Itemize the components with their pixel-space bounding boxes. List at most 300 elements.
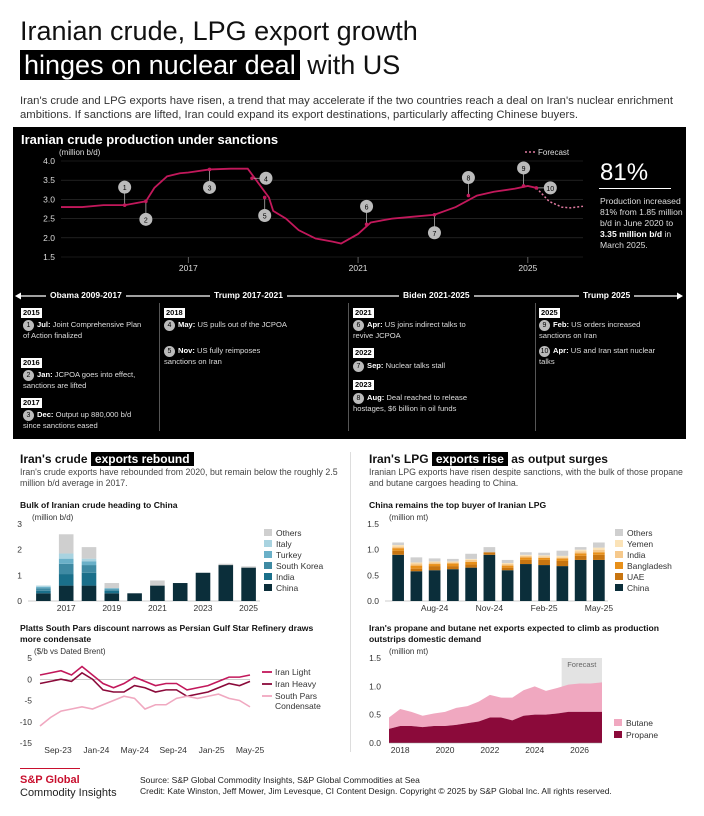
crude-xtick-2: 2021: [147, 603, 167, 613]
net-legend-swatch-propane: [614, 731, 622, 738]
net-legend-label-propane: Propane: [626, 730, 659, 740]
lpg-bar-uae-Mar-25: [557, 561, 569, 566]
stat-rule: [599, 188, 671, 189]
pars-legend-label-1: Iran Heavy: [275, 679, 317, 689]
net-legend-swatch-butane: [614, 719, 622, 726]
crude-bar-italy-2017: [59, 554, 74, 559]
net-ytick-0: 0.0: [369, 738, 381, 748]
lpg-bar-bangladesh-Jan-25: [520, 557, 532, 560]
event-text-5: US fully reimposes sanctions on Iran: [164, 346, 261, 366]
event-badge-7: 7: [353, 361, 364, 372]
stat-text-1: Production increased 81% from 1.85 million b/d in June 2020 to: [600, 196, 683, 228]
lpg-bar-bangladesh-Jul-24: [411, 566, 423, 569]
production-panel: [13, 127, 686, 439]
lpg-bar-china-Apr-25: [575, 560, 587, 601]
event-year-2017: 2017: [23, 398, 40, 407]
crude-ytick-2: 2: [17, 544, 22, 555]
lpg-bar-uae-Dec-24: [502, 568, 514, 571]
lpg-bar-india-Jun-24: [392, 547, 404, 549]
lpg-legend-swatch-4: [615, 573, 623, 580]
event-badge-6: 6: [353, 320, 364, 331]
lpg-bar-yemen-Jan-25: [520, 555, 532, 556]
lpg-bar-others-Feb-25: [538, 553, 550, 556]
title-highlight: hinges on nuclear deal: [20, 50, 300, 80]
production-forecast-line: [536, 185, 583, 208]
event-6: [353, 320, 478, 341]
crude-bar-others-2024: [219, 564, 234, 565]
era-obama: Obama 2009-2017: [46, 290, 126, 300]
crude-bar-others-2018: [82, 547, 97, 559]
lpg-bar-india-May-25: [593, 550, 605, 553]
lpg-bar-others-Jul-24: [411, 557, 423, 562]
event-2: [23, 370, 148, 391]
event-badge-8: 8: [353, 393, 364, 404]
production-ytick-5: 4.0: [43, 156, 55, 166]
crude-legend-label-0: Others: [276, 528, 302, 538]
credit-line: Credit: Kate Winston, Jeff Mower, Jim Levesque, CI Content Design. Copyright © 2025 by S&P Global Inc. All rights reserved.: [140, 786, 612, 796]
net-xtick-0: 2018: [390, 745, 410, 755]
event-badge-9: 9: [539, 320, 550, 331]
event-label-4: May:: [178, 320, 196, 329]
lpg-legend-label-4: UAE: [627, 572, 645, 582]
lpg-bar-bangladesh-Apr-25: [575, 553, 587, 556]
production-xtick-0: 2017: [178, 263, 198, 273]
crude-bar-others-2021: [150, 580, 165, 585]
event-label-10: Apr:: [553, 346, 569, 355]
event-text-3: Output up 880,000 b/d since sanctions eased: [23, 410, 132, 430]
production-xtick-2: 2025: [518, 263, 538, 273]
lpg-bar-india-Dec-24: [502, 564, 514, 566]
lpg-bar-india-Jan-25: [520, 556, 532, 558]
lpg-bar-bangladesh-Mar-25: [557, 558, 569, 561]
crude-bar-others-2025: [241, 566, 256, 567]
crude-bar-india-2018: [82, 573, 97, 586]
pars-xtick-3: Sep-24: [159, 745, 187, 755]
lpg-legend-swatch-5: [615, 584, 623, 591]
event-year-2023: 2023: [355, 380, 372, 389]
lpg-bar-bangladesh-Jun-24: [392, 548, 404, 551]
stat-text-bold: 3.35 million b/d: [600, 229, 663, 239]
lpg-ytick-2: 1.0: [367, 544, 379, 555]
crude-legend-swatch-5: [264, 584, 272, 591]
production-annotation-text-6: 6: [364, 204, 369, 212]
era-trump1: Trump 2017-2021: [210, 290, 287, 300]
lpg-title-highlight: exports rise: [432, 452, 508, 466]
lpg-bar-yemen-Feb-25: [538, 555, 550, 556]
lpg-section-subtitle: Iranian LPG exports have risen despite sanctions, with the bulk of those propane and butane cargoes heading to China.: [369, 467, 683, 488]
crude-legend-label-3: South Korea: [276, 561, 324, 571]
pars-ytick-1: 0: [27, 674, 32, 685]
lpg-bar-china-Dec-24: [502, 570, 514, 601]
lpg-legend-label-0: Others: [627, 528, 653, 538]
event-label-8: Aug:: [367, 393, 385, 402]
production-annotation-point-9: [522, 184, 526, 188]
crude-bar-turkey-2019: [105, 588, 120, 589]
production-xtick-1: 2021: [348, 263, 368, 273]
crude-bar-china-2025: [241, 568, 256, 601]
lpg-bar-china-May-25: [593, 560, 605, 601]
crude-title-highlight: exports rebound: [91, 452, 194, 466]
lpg-bar-china-Jan-25: [520, 564, 532, 601]
pars-ytick-4: -15: [19, 738, 32, 748]
crude-bar-india-2016: [36, 591, 51, 594]
lpg-bar-uae-Jan-25: [520, 560, 532, 564]
lpg-bar-others-Jun-24: [392, 542, 404, 545]
lpg-bar-bangladesh-Sep-24: [447, 564, 459, 567]
lpg-unit: (million mt): [389, 513, 429, 522]
crude-bar-others-2019: [105, 583, 120, 588]
lpg-bar-china-Jun-24: [392, 555, 404, 601]
pars-line-1: [40, 673, 250, 696]
crude-section-title: [20, 452, 194, 466]
lpg-bar-bangladesh-Feb-25: [538, 558, 550, 560]
event-text-7: Nuclear talks stall: [385, 361, 446, 370]
era-biden: Biden 2021-2025: [399, 290, 474, 300]
divider-1: [159, 303, 160, 431]
production-ytick-3: 3.0: [43, 194, 55, 205]
event-text-9: US orders increased sanctions on Iran: [539, 320, 641, 340]
lpg-xtick-0: Aug-24: [420, 603, 449, 613]
lpg-bar-yemen-Jul-24: [411, 563, 423, 564]
production-annotation-point-3: [208, 168, 212, 172]
lpg-net-chart: [362, 645, 697, 757]
stat-text-2: in March 2025.: [600, 229, 672, 250]
crude-bar-turkey-2017: [59, 559, 74, 564]
lpg-bar-india-Feb-25: [538, 556, 550, 558]
pars-line-0: [40, 667, 250, 690]
title-line2: [20, 48, 418, 82]
production-annotation-text-2: 2: [143, 217, 148, 225]
net-xtick-2: 2022: [480, 745, 500, 755]
crude-bar-china-2024: [219, 565, 234, 601]
lpg-bar-india-Apr-25: [575, 551, 587, 553]
lpg-xtick-1: Nov-24: [475, 603, 504, 613]
pars-ytick-3: -10: [19, 716, 32, 727]
production-annotation-text-1: 1: [122, 185, 127, 193]
crude-bar-turkey-2018: [82, 561, 97, 565]
production-annotation-text-5: 5: [262, 213, 267, 221]
pars-xtick-5: May-25: [235, 745, 265, 755]
crude-bar-india-2019: [105, 591, 120, 594]
lpg-title-post: as output surges: [507, 452, 608, 466]
crude-bar-south-korea-2019: [105, 589, 120, 590]
lpg-bar-uae-Aug-24: [429, 566, 441, 570]
event-label-3: Dec:: [37, 410, 54, 419]
event-text-10: US and Iran start nuclear talks: [539, 346, 656, 366]
lpg-bar-others-May-25: [593, 542, 605, 547]
lpg-bar-bangladesh-Oct-24: [465, 562, 477, 565]
production-ytick-4: 3.5: [43, 175, 55, 186]
event-badge-1: 1: [23, 320, 34, 331]
pars-ytick-0: 5: [27, 653, 32, 663]
crude-bar-china-2022: [173, 583, 188, 601]
lpg-xtick-3: May-25: [584, 603, 614, 613]
net-xtick-1: 2020: [435, 745, 455, 755]
crude-section-subtitle: Iran's crude exports have rebounded from 2020, but remain below the roughly 2.5 million b/d average in 2017.: [20, 467, 338, 488]
logo-rule: [20, 768, 80, 769]
south-pars-chart: [14, 645, 344, 757]
lpg-bar-yemen-Mar-25: [557, 556, 569, 558]
stat-text: [600, 196, 685, 251]
lpg-bar-uae-May-25: [593, 555, 605, 560]
production-annotation-text-4: 4: [264, 176, 268, 184]
event-1: [23, 320, 148, 341]
lpg-bar-india-Sep-24: [447, 563, 459, 564]
event-10: [539, 346, 664, 367]
crude-xtick-0: 2017: [56, 603, 76, 613]
net-ytick-2: 1.0: [369, 681, 381, 692]
production-ytick-0: 1.5: [43, 252, 55, 262]
production-annotation-point-5: [263, 196, 267, 200]
event-text-8: Deal reached to release hostages, $6 billion in oil funds: [353, 393, 468, 413]
pars-xtick-0: Sep-23: [44, 745, 72, 755]
event-3: [23, 410, 148, 431]
title-rest: with US: [299, 50, 401, 80]
lpg-bar-uae-Feb-25: [538, 560, 550, 565]
production-ytick-1: 2.0: [43, 232, 55, 243]
lpg-bar-yemen-Dec-24: [502, 563, 514, 564]
crude-title-pre: Iran's crude: [20, 452, 91, 466]
net-legend-label-butane: Butane: [626, 718, 653, 728]
crude-legend-label-1: Italy: [276, 539, 292, 549]
intro-text: Iran's crude and LPG exports have risen, a trend that may accelerate if the two countries reach a deal on Iran's nuclear enrichment ambitions. If sanctions are lifted, Iran could expand its export destinations, particularly affecting Chinese buyers.: [20, 95, 673, 121]
lpg-bar-uae-Sep-24: [447, 566, 459, 569]
production-title: Iranian crude production under sanctions: [21, 132, 279, 147]
crude-xtick-4: 2025: [239, 603, 259, 613]
lpg-legend-label-5: China: [627, 583, 650, 593]
lpg-bar-others-Aug-24: [429, 558, 441, 561]
crude-legend-swatch-4: [264, 573, 272, 580]
event-year-2021: 2021: [355, 308, 372, 317]
column-divider: [350, 452, 351, 752]
divider-2: [348, 303, 349, 431]
lpg-legend-swatch-1: [615, 540, 623, 547]
crude-xtick-3: 2023: [193, 603, 213, 613]
pars-unit: ($/b vs Dated Brent): [34, 647, 106, 656]
event-year-2018: 2018: [166, 308, 183, 317]
lpg-bar-others-Oct-24: [465, 554, 477, 559]
event-label-7: Sep:: [367, 361, 384, 370]
lpg-bar-yemen-Apr-25: [575, 550, 587, 552]
lpg-bar-yemen-Oct-24: [465, 559, 477, 560]
production-unit: (million b/d): [59, 148, 101, 157]
net-forecast-label: Forecast: [567, 660, 597, 669]
lpg-bar-yemen-Sep-24: [447, 561, 459, 562]
lpg-net-title: Iran's propane and butane net exports expected to climb as production outstrips domestic demand: [369, 623, 659, 644]
pars-line-2: [40, 694, 250, 726]
lpg-bar-china-Jul-24: [411, 571, 423, 601]
footer-source: [140, 775, 612, 797]
era-trump2: Trump 2025: [579, 290, 634, 300]
crude-bar-china-2021: [150, 586, 165, 601]
lpg-ytick-0: 0.0: [367, 596, 379, 606]
production-annotation-text-10: 10: [546, 185, 555, 193]
lpg-legend-swatch-0: [615, 529, 623, 536]
lpg-legend-label-2: India: [627, 550, 646, 560]
crude-legend-swatch-1: [264, 540, 272, 547]
crude-legend-label-2: Turkey: [276, 550, 302, 560]
event-badge-2: 2: [23, 370, 34, 381]
event-text-4: US pulls out of the JCPOA: [197, 320, 287, 329]
event-year-2016: 2016: [23, 358, 40, 367]
lpg-bar-china-Aug-24: [429, 570, 441, 601]
south-pars-title: Platts South Pars discount narrows as Persian Gulf Star Refinery draws more condensate: [20, 623, 314, 644]
lpg-section-title: [369, 452, 608, 466]
crude-bar-china-2017: [59, 586, 74, 601]
lpg-bar-uae-Oct-24: [465, 565, 477, 568]
crude-bar-south-korea-2018: [82, 565, 97, 573]
lpg-bar-india-Jul-24: [411, 564, 423, 566]
crude-bar-china-2018: [82, 586, 97, 601]
crude-legend-swatch-0: [264, 529, 272, 536]
crude-ytick-1: 1: [17, 570, 22, 581]
pars-xtick-1: Jan-24: [83, 745, 110, 755]
pars-legend-label-0: Iran Light: [275, 667, 311, 677]
lpg-legend-swatch-2: [615, 551, 623, 558]
crude-xtick-1: 2019: [102, 603, 122, 613]
production-annotation-text-9: 9: [521, 165, 526, 173]
event-8: [353, 393, 478, 414]
event-badge-10: 10: [540, 348, 549, 355]
event-badge-3: 3: [23, 410, 34, 421]
lpg-bar-others-Mar-25: [557, 551, 569, 556]
lpg-bar-bangladesh-Dec-24: [502, 566, 514, 568]
pars-xtick-4: Jan-25: [198, 745, 225, 755]
crude-bar-turkey-2016: [36, 587, 51, 588]
lpg-ytick-3: 1.5: [367, 519, 379, 529]
lpg-bar-others-Jan-25: [520, 552, 532, 555]
production-annotation-point-10: [535, 186, 539, 190]
lpg-legend-label-3: Bangladesh: [627, 561, 672, 571]
production-annotation-point-4: [250, 176, 254, 180]
lpg-bar-china-Oct-24: [465, 568, 477, 601]
crude-bar-china-2019: [105, 593, 120, 601]
logo-sp-global: S&P Global: [20, 774, 80, 786]
lpg-bar-china-Nov-24: [484, 555, 496, 601]
event-badge-5: 5: [164, 346, 175, 357]
event-label-5: Nov:: [178, 346, 195, 355]
lpg-bar-china-Feb-25: [538, 565, 550, 601]
crude-bar-india-2017: [59, 574, 74, 586]
production-annotation-text-8: 8: [466, 175, 471, 183]
net-ytick-1: 0.5: [369, 709, 381, 720]
crude-legend-swatch-3: [264, 562, 272, 569]
lpg-bar-yemen-Jun-24: [392, 545, 404, 547]
net-ytick-3: 1.5: [369, 653, 381, 663]
lpg-title-pre: Iran's LPG: [369, 452, 432, 466]
event-4: [164, 320, 289, 331]
lpg-bar-others-Sep-24: [447, 559, 459, 562]
net-xtick-4: 2026: [570, 745, 590, 755]
lpg-bar-yemen-May-25: [593, 548, 605, 550]
crude-china-title: Bulk of Iranian crude heading to China: [20, 500, 178, 510]
crude-ytick-0: 0: [17, 596, 22, 606]
lpg-bar-uae-Nov-24: [484, 552, 496, 555]
event-badge-4: 4: [164, 320, 175, 331]
lpg-bar-india-Mar-25: [557, 557, 569, 558]
lpg-bar-india-Aug-24: [429, 563, 441, 565]
lpg-bar-bangladesh-May-25: [593, 552, 605, 555]
pars-legend-label-2b: Condensate: [275, 701, 321, 711]
lpg-china-title: China remains the top buyer of Iranian LPG: [369, 500, 547, 510]
lpg-bar-uae-Apr-25: [575, 556, 587, 560]
net-xtick-3: 2024: [525, 745, 545, 755]
lpg-bar-others-Apr-25: [575, 547, 587, 550]
production-annotation-point-7: [433, 213, 437, 217]
crude-ytick-3: 3: [17, 519, 22, 529]
event-label-1: Jul:: [37, 320, 51, 329]
crude-legend-label-5: China: [276, 583, 299, 593]
timeline-left-arrow: [15, 293, 21, 300]
production-annotation-point-1: [123, 203, 127, 207]
lpg-legend-label-1: Yemen: [627, 539, 654, 549]
forecast-legend-label: Forecast: [538, 148, 570, 157]
timeline-right-arrow: [677, 293, 683, 300]
lpg-xtick-2: Feb-25: [530, 603, 558, 613]
lpg-bar-others-Nov-24: [484, 547, 496, 552]
event-text-1: Joint Comprehensive Plan of Action finalized: [23, 320, 142, 340]
title-line1: Iranian crude, LPG export growth: [20, 16, 418, 46]
event-year-2015: 2015: [23, 308, 40, 317]
crude-bar-italy-2018: [82, 559, 97, 562]
pars-legend-label-2a: South Pars: [275, 691, 318, 701]
pars-ytick-2: -5: [24, 695, 32, 706]
production-ytick-2: 2.5: [43, 213, 55, 224]
crude-bar-italy-2016: [36, 586, 51, 587]
crude-bar-south-korea-2017: [59, 564, 74, 574]
crude-bar-china-2020: [127, 593, 142, 601]
net-unit: (million mt): [389, 647, 429, 656]
logo-commodity-insights: Commodity Insights: [20, 787, 117, 799]
crude-bar-south-korea-2016: [36, 588, 51, 591]
lpg-bar-india-Oct-24: [465, 560, 477, 562]
event-7: [353, 361, 493, 372]
production-annotation-text-7: 7: [432, 230, 437, 238]
lpg-bar-yemen-Aug-24: [429, 561, 441, 562]
lpg-bar-bangladesh-Aug-24: [429, 564, 441, 566]
event-year-2022: 2022: [355, 348, 372, 357]
event-label-9: Feb:: [553, 320, 570, 329]
crude-legend-swatch-2: [264, 551, 272, 558]
lpg-bar-uae-Jul-24: [411, 569, 423, 572]
crude-unit: (million b/d): [32, 513, 74, 522]
crude-bar-others-2017: [59, 534, 74, 553]
event-5: [164, 346, 289, 367]
event-label-6: Apr:: [367, 320, 383, 329]
lpg-bar-china-Sep-24: [447, 569, 459, 601]
lpg-bar-china-Mar-25: [557, 566, 569, 601]
crude-bar-china-2023: [196, 573, 211, 601]
production-annotation-point-6: [365, 223, 369, 227]
lpg-bar-others-Dec-24: [502, 560, 514, 563]
divider-3: [535, 303, 536, 431]
event-text-2: JCPOA goes into effect, sanctions are lifted: [23, 370, 136, 390]
production-annotation-point-8: [467, 194, 471, 198]
event-text-6: US joins indirect talks to revive JCPOA: [353, 320, 466, 340]
source-line: Source: S&P Global Commodity Insights, S&P Global Commodities at Sea: [140, 775, 420, 785]
lpg-china-chart: [362, 508, 697, 613]
event-label-2: Jan:: [37, 370, 53, 379]
production-annotation-text-3: 3: [207, 185, 212, 193]
page-title: [20, 14, 418, 82]
crude-bar-china-2016: [36, 593, 51, 601]
crude-china-chart: [14, 508, 344, 613]
lpg-bar-uae-Jun-24: [392, 551, 404, 555]
crude-legend-label-4: India: [276, 572, 295, 582]
pars-xtick-2: May-24: [120, 745, 149, 755]
production-annotation-point-2: [144, 200, 148, 204]
lpg-legend-swatch-3: [615, 562, 623, 569]
